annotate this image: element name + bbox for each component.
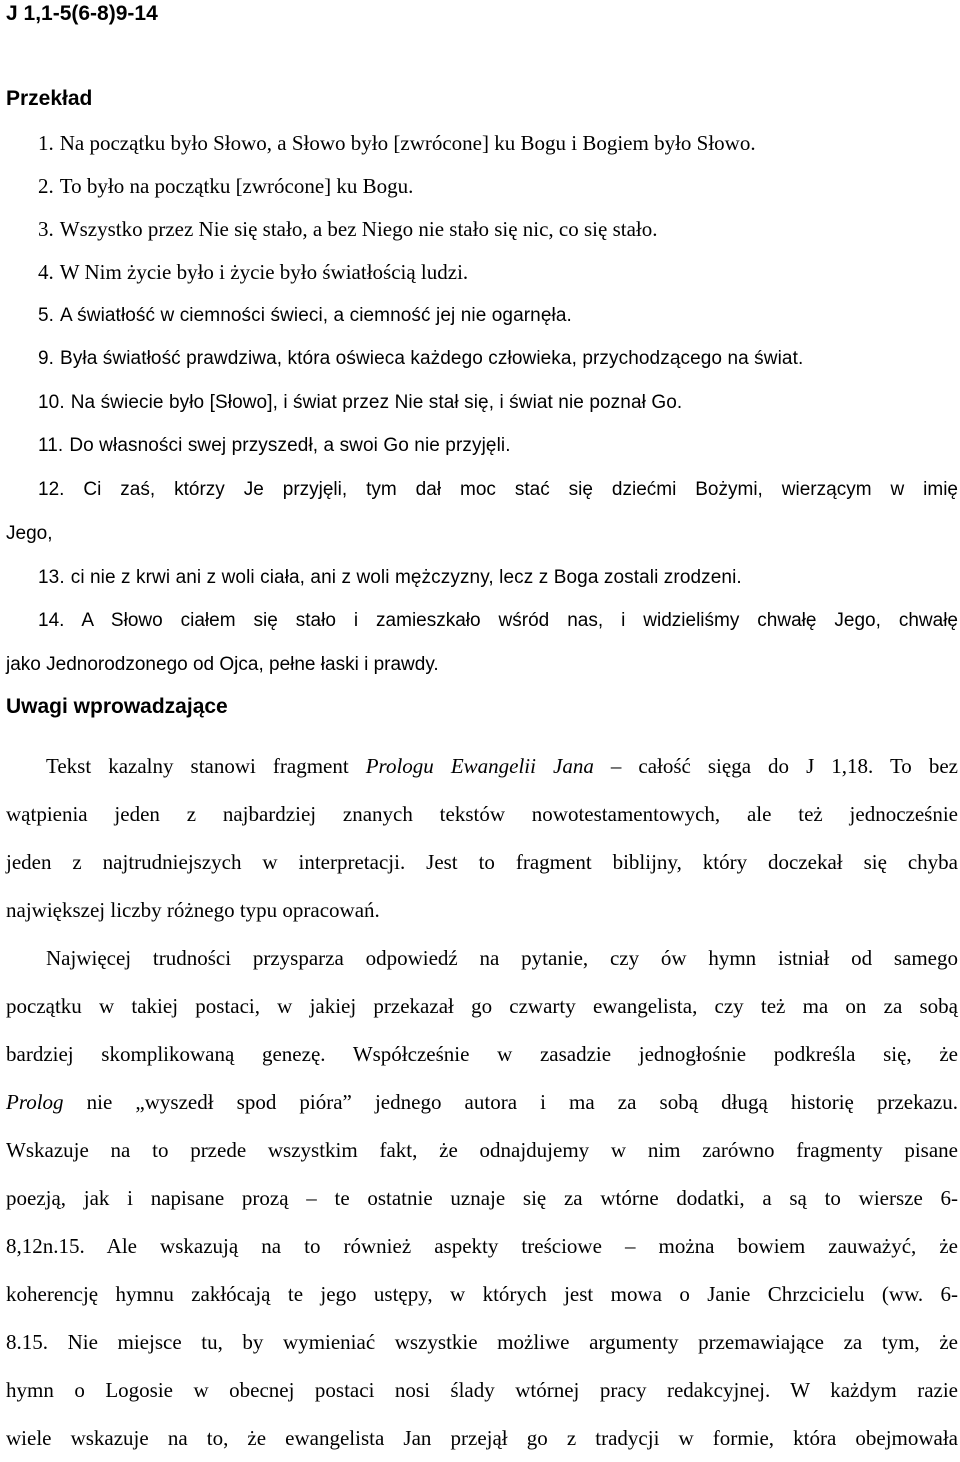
italic-title: Prologu Ewangelii Jana [365, 754, 594, 778]
verse-text: Ci zaś, którzy Je przyjęli, tym dał moc stać się dziećmi Bożymi, wierzącym w imię [83, 479, 958, 500]
verse-number: 13. [38, 567, 65, 588]
verse-text: To było na początku [zwrócone] ku Bogu. [59, 174, 414, 198]
paragraph-line: największej liczby różnego typu opracowań. [6, 898, 380, 922]
verse-number: 10. [38, 392, 65, 413]
verse-text: Była światłość prawdziwa, która oświeca każdego człowieka, przychodzącego na świat. [60, 348, 804, 369]
verse-text: Na świecie było [Słowo], i świat przez Nie stał się, i świat nie poznał Go. [70, 392, 683, 413]
verse-text: Wszystko przez Nie się stało, a bez Niego nie stało się nic, co się stało. [59, 217, 658, 241]
verse-number: 5. [38, 305, 55, 326]
verse-13 [38, 566, 742, 590]
verse-number: 2. [38, 174, 54, 198]
text-run: Tekst kazalny stanowi fragment [46, 754, 366, 778]
verse-12-line-2: Jego, [6, 523, 53, 544]
paragraph-line: wątpienia jeden z najbardziej znanych tekstów nowotestamentowych, ale też jednocześnie [6, 802, 958, 826]
passage-reference: J 1,1-5(6-8)9-14 [6, 2, 158, 25]
verse-10 [38, 391, 682, 415]
intro-paragraph-1 [6, 742, 958, 934]
verse-12 [6, 468, 958, 556]
verse-number: 9. [38, 348, 55, 369]
verse-4 [38, 260, 468, 284]
paragraph-line: Wskazuje na to przede wszystkim fakt, że odnajdujemy w nim zarówno fragmenty pisane [6, 1138, 958, 1162]
paragraph-line: Najwięcej trudności przysparza odpowiedź na pytanie, czy ów hymn istniał od samego [46, 946, 958, 970]
paragraph-line: poezją, jak i napisane prozą – te ostatnie uznaje się za wtórne dodatki, a są to wiersze 6- [6, 1186, 958, 1210]
verse-3 [38, 217, 657, 241]
verse-text: A Słowo ciałem się stało i zamieszkało wśród nas, i widzieliśmy chwałę Jego, chwałę [81, 610, 958, 631]
paragraph-line: jeden z najtrudniejszych w interpretacji. Jest to fragment biblijny, który doczekał się chyba [6, 850, 958, 874]
verse-9 [38, 347, 803, 371]
verse-14-line-2: jako Jednorodzonego od Ojca, pełne łaski i prawdy. [6, 654, 439, 675]
paragraph-line: 8,12n.15. Ale wskazują na to również aspekty treściowe – można bowiem zauważyć, że [6, 1234, 958, 1258]
paragraph-line: 8.15. Nie miejsce tu, by wymieniać wszystkie możliwe argumenty przemawiające za tym, że [6, 1330, 958, 1354]
verse-11 [38, 434, 511, 458]
verse-text: Do własności swej przyszedł, a swoi Go nie przyjęli. [69, 435, 511, 456]
verse-number: 1. [38, 131, 54, 155]
text-run: – całość sięga do J 1,18. To bez [593, 754, 958, 778]
verse-number: 11. [38, 435, 64, 456]
verse-text: Na początku było Słowo, a Słowo było [zwrócone] ku Bogu i Bogiem było Słowo. [59, 131, 756, 155]
paragraph-line: hymn o Logosie w obecnej postaci nosi ślady wtórnej pracy redakcyjnej. W każdym razie [6, 1378, 958, 1402]
verse-14 [6, 599, 958, 687]
verse-text: ci nie z krwi ani z woli ciała, ani z woli mężczyzny, lecz z Boga zostali zrodzeni. [70, 567, 742, 588]
verse-number: 14. [38, 610, 65, 631]
intro-heading: Uwagi wprowadzające [6, 695, 228, 718]
paragraph-line [6, 1078, 958, 1126]
verse-text: W Nim życie było i życie było światłością ludzi. [59, 260, 469, 284]
verse-12-line-1 [6, 468, 958, 512]
intro-paragraph-2 [6, 934, 958, 1462]
italic-title: Prolog [6, 1090, 64, 1114]
verse-1 [38, 131, 756, 155]
verse-number: 4. [38, 260, 54, 284]
verse-text: A światłość w ciemności świeci, a ciemność jej nie ogarnęła. [60, 305, 572, 326]
paragraph-line [6, 742, 958, 790]
paragraph-line: wiele wskazuje na to, że ewangelista Jan przejął go z tradycji w formie, która obejmowała [6, 1426, 958, 1450]
verse-number: 3. [38, 217, 54, 241]
verse-number: 12. [38, 479, 65, 500]
verse-2 [38, 174, 413, 198]
paragraph-line: koherencję hymnu zakłócają te jego ustępy, w których jest mowa o Janie Chrzcicielu (ww. 6- [6, 1282, 958, 1306]
verse-14-line-1 [6, 599, 958, 643]
verse-5 [38, 304, 572, 328]
text-run: nie „wyszedł spod pióra” jednego autora i ma za sobą długą historię przekazu. [63, 1090, 958, 1114]
paragraph-line: bardziej skomplikowaną genezę. Współcześnie w zasadzie jednogłośnie podkreśla się, że [6, 1042, 958, 1066]
translation-heading: Przekład [6, 87, 93, 110]
paragraph-line: początku w takiej postaci, w jakiej przekazał go czwarty ewangelista, czy też ma on za sobą [6, 994, 958, 1018]
